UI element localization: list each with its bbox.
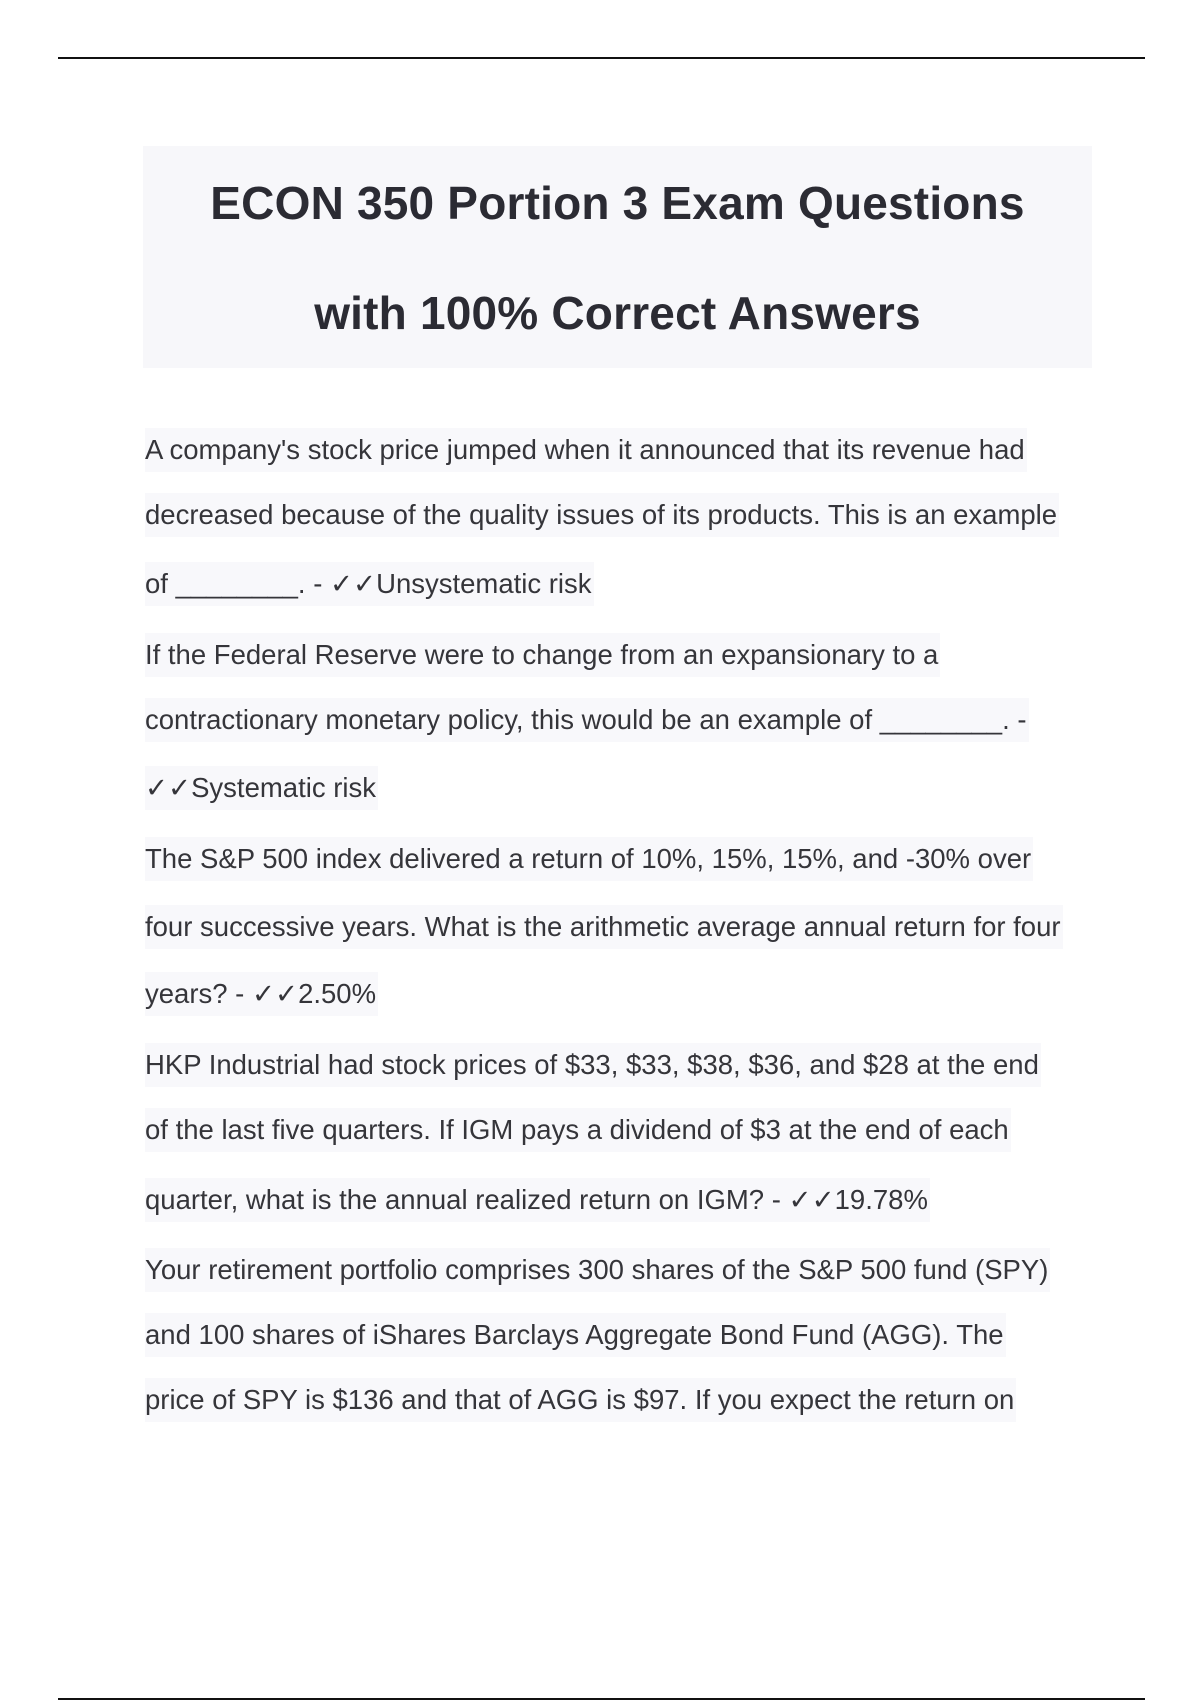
top-rule <box>58 57 1145 59</box>
document-title-line-1: ECON 350 Portion 3 Exam Questions <box>210 177 1025 229</box>
text-line: and 100 shares of iShares Barclays Aggregate Bond Fund (AGG). The <box>145 1313 1006 1357</box>
title-block <box>143 146 1092 368</box>
text-line: of ________. - ✓✓Unsystematic risk <box>145 562 594 606</box>
text-line: four successive years. What is the arithmetic average annual return for four <box>145 905 1063 949</box>
text-line: years? - ✓✓2.50% <box>145 972 378 1016</box>
text-line: The S&P 500 index delivered a return of 10%, 15%, 15%, and -30% over <box>145 837 1033 881</box>
text-line: decreased because of the quality issues of its products. This is an example <box>145 493 1059 537</box>
text-line: A company's stock price jumped when it announced that its revenue had <box>145 428 1027 472</box>
text-line: price of SPY is $136 and that of AGG is $97. If you expect the return on <box>145 1378 1016 1422</box>
text-line: HKP Industrial had stock prices of $33, $33, $38, $36, and $28 at the end <box>145 1043 1041 1087</box>
document-title-line-2: with 100% Correct Answers <box>314 287 921 339</box>
text-line: If the Federal Reserve were to change from an expansionary to a <box>145 633 940 677</box>
text-line: contractionary monetary policy, this would be an example of ________. - <box>145 698 1029 742</box>
text-line: ✓✓Systematic risk <box>145 766 378 810</box>
text-line: of the last five quarters. If IGM pays a dividend of $3 at the end of each <box>145 1108 1011 1152</box>
text-line: quarter, what is the annual realized return on IGM? - ✓✓19.78% <box>145 1178 930 1222</box>
text-line: Your retirement portfolio comprises 300 shares of the S&P 500 fund (SPY) <box>145 1248 1050 1292</box>
